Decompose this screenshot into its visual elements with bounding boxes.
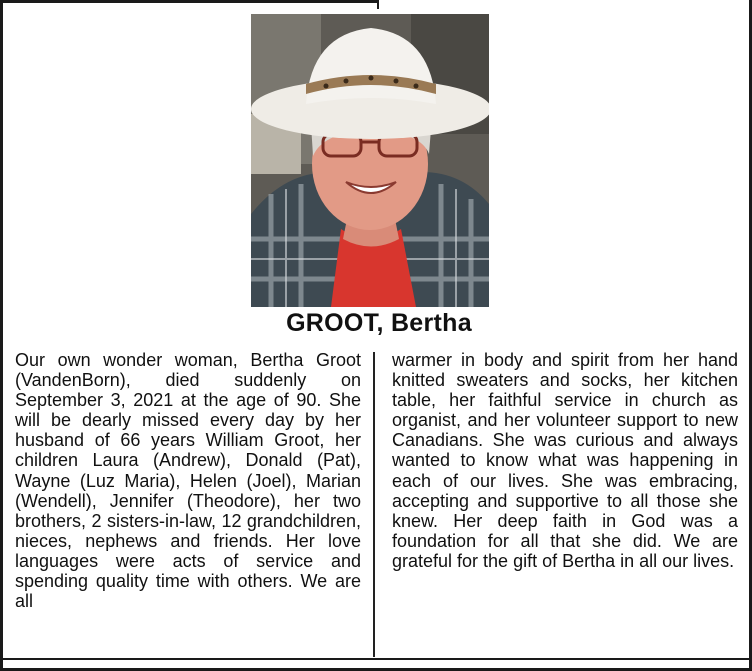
bottom-border <box>3 658 752 660</box>
column-divider <box>373 352 375 657</box>
obituary-text-left-column: Our own wonder woman, Bertha Groot (VandenBorn), died suddenly on September 3, 2021 at the age of 90. She will be dearly missed every day by her husband of 66 years William Groot, her children Laura (Andrew), Donald (Pat), Wayne (Luz Maria), Helen (Joel), Marian (Wendell), Jennifer (Theodore), her two brothers, 2 sisters-in-law, 12 grandchildren, nieces, nephews and friends. Her love languages were acts of service and spending quality time with others. We are all <box>15 350 361 612</box>
portrait-photo <box>251 14 489 307</box>
obituary-text-right-column: warmer in body and spirit from her hand knitted sweaters and socks, her kitchen table, her faithful service in church as organist, and her volunteer support to new Canadians. She was curious and always wanted to know what was happening in each of our lives. She was embracing, accepting and supportive to all those she knew. Her deep faith in God was a foundation for all that she did. We are grateful for the gift of Bertha in all our lives. <box>392 350 738 571</box>
deceased-name: GROOT, Bertha <box>286 309 472 337</box>
top-border-tick <box>377 0 379 9</box>
top-border <box>3 0 379 3</box>
